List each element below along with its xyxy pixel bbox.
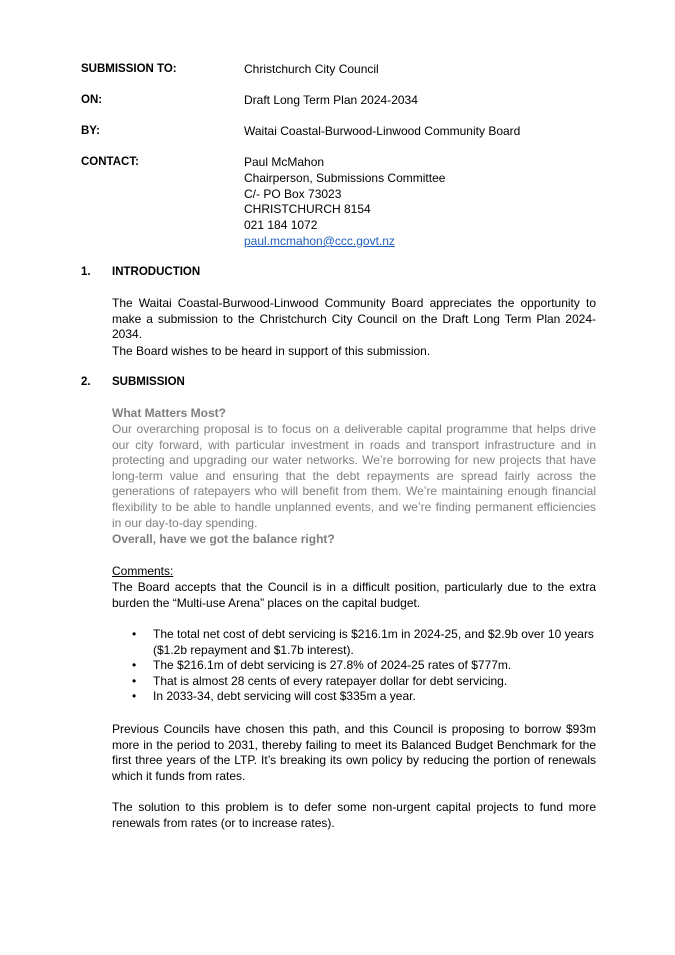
contact-po-box: C/- PO Box 73023 <box>244 186 342 201</box>
bullet-icon: • <box>132 658 137 673</box>
bullet-text: In 2033-34, debt servicing will cost $335m a year. <box>153 689 416 704</box>
contact-phone: 021 184 1072 <box>244 218 318 233</box>
bullet-text: The $216.1m of debt servicing is 27.8% of 2024-25 rates of $777m. <box>153 658 512 673</box>
introduction-paragraph: The Waitai Coastal-Burwood-Linwood Community Board appreciates the opportunity to make a submission to the Christchurch City Council on the Draft Long Term Plan 2024-2034. <box>112 296 596 342</box>
comments-intro: The Board accepts that the Council is in a difficult position, particularly due to the extra burden the “Multi-use Arena” places on the capital budget. <box>112 580 596 610</box>
contact-city: CHRISTCHURCH 8154 <box>244 202 371 217</box>
contact-label: CONTACT: <box>81 156 139 168</box>
list-item <box>112 627 598 658</box>
question-heading: What Matters Most? <box>112 406 226 420</box>
on-label: ON: <box>81 94 103 106</box>
section-2-title: SUBMISSION <box>112 376 185 388</box>
contact-name: Paul McMahon <box>244 155 325 169</box>
section-1-number: 1. <box>81 266 91 278</box>
heard-paragraph: The Board wishes to be heard in support of this submission. <box>112 344 431 358</box>
question-text: Our overarching proposal is to focus on a deliverable capital programme that helps drive our city forward, with particular investment in roads and transport infrastructure and in protecting and upgrading our water networks. We’re borrowing for new projects that have long-term value and ensuring that the debt repayments are spread fairly across the generations of ratepayers who will benefit from them. We’re maintaining enough financial flexibility to be able to handle unplanned events, and we’re finding permanent efficiencies in our day-to-day spending. <box>112 422 596 530</box>
contact-block <box>244 155 445 250</box>
comments-label: Comments: <box>112 564 174 578</box>
bullet-text: The total net cost of debt servicing is $216.1m in 2024-25, and $2.9b over 10 years ($1.2b repayment and $1.7b interest). <box>153 627 594 657</box>
section-2-number: 2. <box>81 376 91 388</box>
submission-to-label: SUBMISSION TO: <box>81 63 177 75</box>
by-label: BY: <box>81 125 100 137</box>
list-item <box>112 689 598 705</box>
contact-role: Chairperson, Submissions Committee <box>244 170 446 185</box>
submission-to-value: Christchurch City Council <box>244 62 379 76</box>
list-item <box>112 674 598 690</box>
debt-bullet-list <box>112 627 598 705</box>
bullet-text: That is almost 28 cents of every ratepayer dollar for debt servicing. <box>153 673 508 688</box>
bullet-icon: • <box>132 627 137 641</box>
solution-paragraph: The solution to this problem is to defer some non-urgent capital projects to fund more renewals from rates (or to increase rates). <box>112 800 596 830</box>
bullet-icon: • <box>132 673 137 688</box>
question-prompt: Overall, have we got the balance right? <box>112 532 335 546</box>
list-item <box>112 658 598 674</box>
bullet-icon: • <box>132 689 137 704</box>
previous-councils-paragraph: Previous Councils have chosen this path, and this Council is proposing to borrow $93m more in the period to 2031, thereby failing to meet its Balanced Budget Benchmark for the first three years of the LTP. It’s breaking its own policy by reducing the portion of renewals which it funds from rates. <box>112 722 596 783</box>
section-1-title: INTRODUCTION <box>112 266 201 278</box>
contact-email-link[interactable]: paul.mcmahon@ccc.govt.nz <box>244 233 395 248</box>
on-value: Draft Long Term Plan 2024-2034 <box>244 93 418 107</box>
by-value: Waitai Coastal-Burwood-Linwood Community Board <box>244 124 521 138</box>
